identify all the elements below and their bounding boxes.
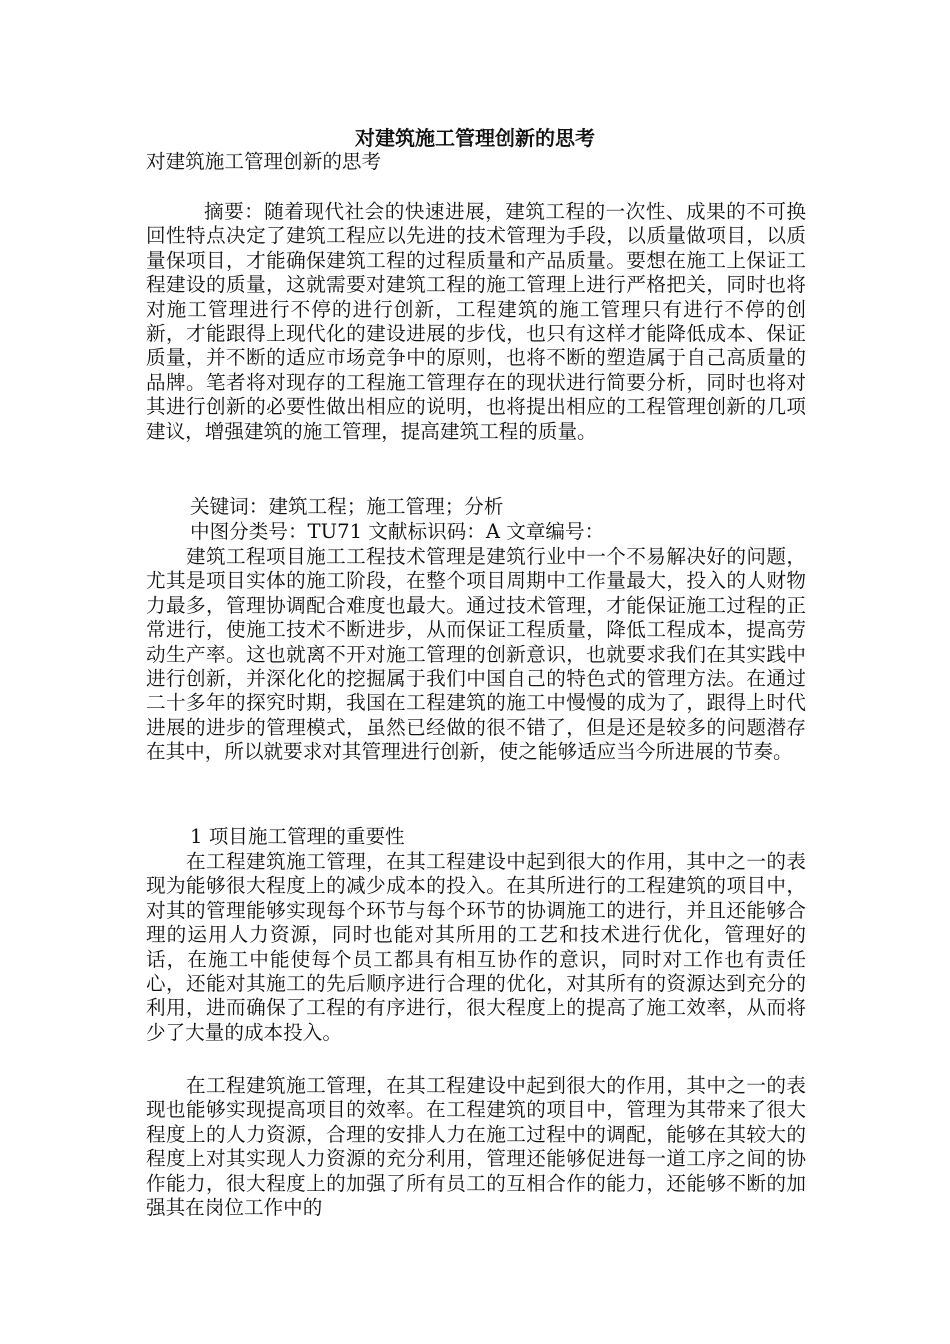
abstract-paragraph: 摘要：随着现代社会的快速进展，建筑工程的一次性、成果的不可换回性特点决定了建筑工程应以先进的技术管理为手段，以质量做项目，以质量保项目，才能确保建筑工程的过程质量和产品质量。要想在施工上保证工程建设的质量，这就需要对建筑工程的施工管理上进行严格把关，同时也将对施工管理进行不停的进行创新，工程建筑的施工管理只有进行不停的创新，才能跟得上现代化的建设进展的步伐，也只有这样才能降低成本、保证质量，并不断的适应市场竞争中的原则，也将不断的塑造属于自己高质量的品牌。笔者将对现存的工程施工管理存在的现状进行简要分析，同时也将对其进行创新的必要性做出相应的说明，也将提出相应的工程管理创新的几项建议，增强建筑的施工管理，提高建筑工程的质量。 (146, 200, 806, 443)
body-paragraph-2: 在工程建筑施工管理，在其工程建设中起到很大的作用，其中之一的表现为能够很大程度上的减少成本的投入。在其所进行的工程建筑的项目中，对其的管理能够实现每个环节与每个环节的协调施工的进行，并且还能够合理的运用人力资源，同时也能对其所用的工艺和技术进行优化，管理好的话，在施工中能使每个员工都具有相互协作的意识，同时对工作也有责任心，还能对其施工的先后顺序进行合理的优化，对其所有的资源达到充分的利用，进而确保了工程的有序进行，很大程度上的提高了施工效率，从而将少了大量的成本投入。 (146, 850, 806, 1044)
classification-line: 中图分类号：TU71 文献标识码：A 文章编号： (190, 520, 605, 543)
keywords-line: 关键词：建筑工程；施工管理；分析 (190, 495, 504, 518)
document-subtitle: 对建筑施工管理创新的思考 (146, 150, 382, 173)
body-paragraph-3: 在工程建筑施工管理，在其工程建设中起到很大的作用，其中之一的表现也能够实现提高项目的效率。在工程建筑的项目中，管理为其带来了很大程度上的人力资源，合理的安排人力在施工过程中的调配，能够在其较大的程度上对其实现人力资源的充分利用，管理还能够促进每一道工序之间的协作能力，很大程度上的加强了所有员工的互相合作的能力，还能够不断的加强其在岗位工作中的 (146, 1074, 806, 1220)
document-title: 对建筑施工管理创新的思考 (355, 126, 595, 150)
body-paragraph-1: 建筑工程项目施工工程技术管理是建筑行业中一个不易解决好的问题，尤其是项目实体的施工阶段，在整个项目周期中工作量最大，投入的人财物力最多，管理协调配合难度也最大。通过技术管理，才能保证施工过程的正常进行，使施工技术不断进步，从而保证工程质量，降低工程成本，提高劳动生产率。这也就离不开对施工管理的创新意识，也就要求我们在其实践中进行创新，并深化化的挖掘属于我们中国自己的特色式的管理方法。在通过二十多年的探究时期，我国在工程建筑的施工中慢慢的成为了，跟得上时代进展的进步的管理模式，虽然已经做的很不错了，但是还是较多的问题潜存在其中，所以就要求对其管理进行创新，使之能够适应当今所进展的节奏。 (146, 545, 806, 764)
section-heading: 1 项目施工管理的重要性 (190, 825, 405, 848)
